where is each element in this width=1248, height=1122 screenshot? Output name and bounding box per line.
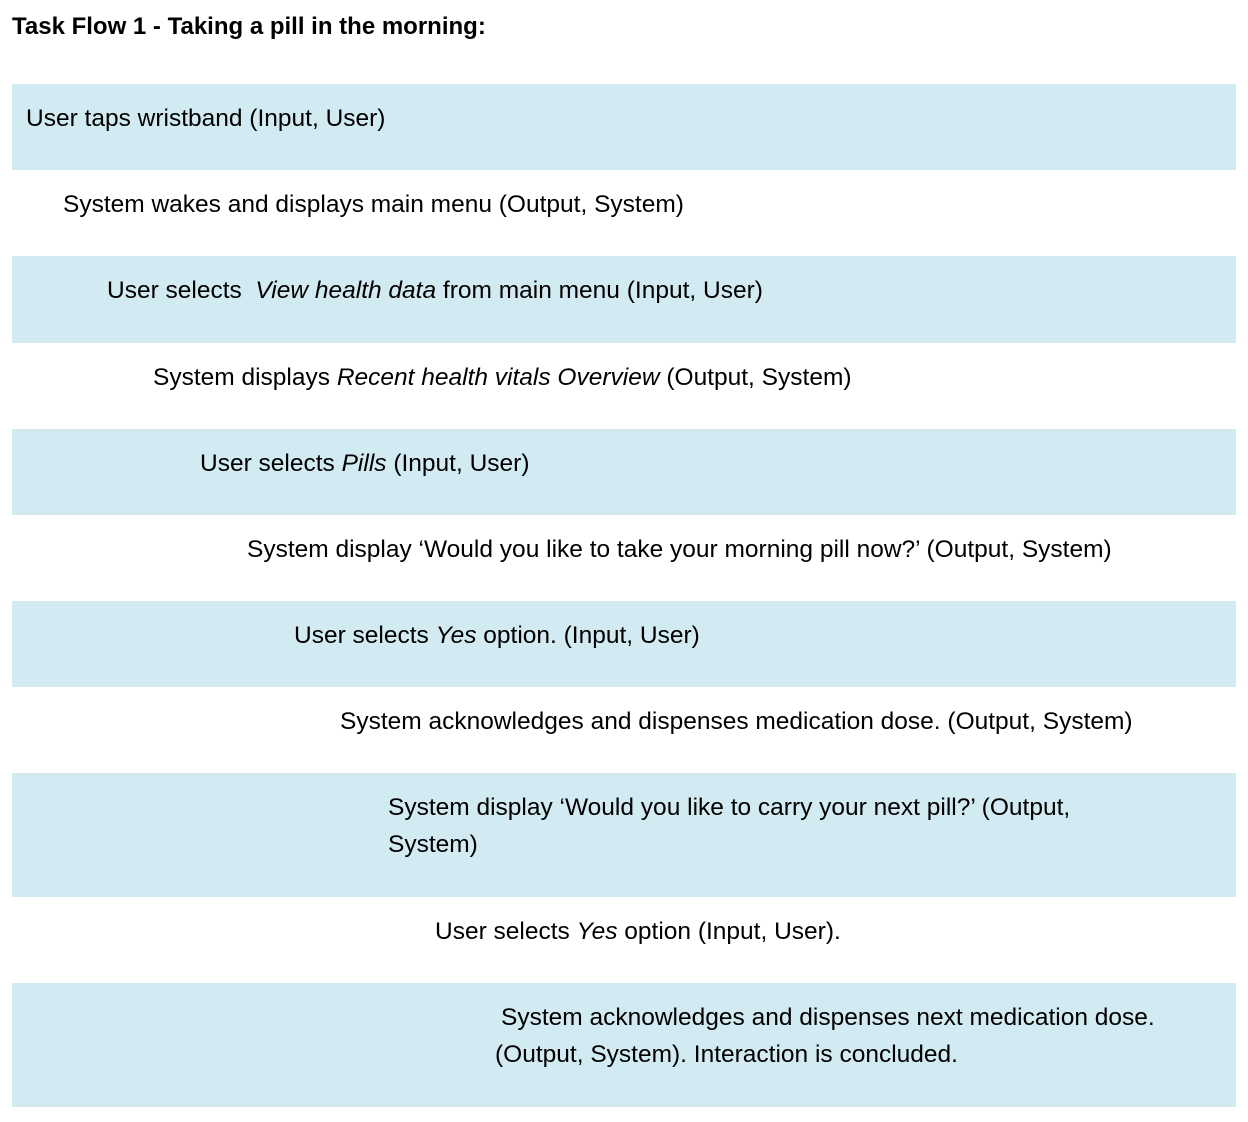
page-title: Task Flow 1 - Taking a pill in the morning: — [12, 13, 486, 40]
step-text — [340, 703, 1133, 740]
flow-step-3 — [12, 256, 1236, 343]
step-text-part: User selects — [200, 450, 342, 477]
step-text-part: System display ‘Would you like to take your morning pill now?’ (Output, System) — [247, 536, 1112, 563]
flow-step-6 — [12, 515, 1236, 601]
step-text-line: System display ‘Would you like to carry your next pill?’ (Output, — [388, 794, 1071, 821]
step-text — [388, 789, 1070, 863]
step-text — [26, 100, 385, 137]
step-text-part: System wakes and displays main menu (Output, System) — [63, 191, 684, 218]
flow-step-8 — [12, 687, 1236, 773]
step-text-part: from main menu (Input, User) — [436, 277, 763, 304]
step-emphasis: Pills — [341, 450, 387, 477]
flow-step-5 — [12, 429, 1236, 515]
flow-step-9 — [12, 773, 1236, 897]
step-text-part: option (Input, User). — [617, 918, 841, 945]
step-text — [63, 186, 684, 223]
step-text-part: User taps wristband (Input, User) — [26, 105, 386, 132]
step-text — [200, 445, 529, 482]
step-emphasis: View health data — [255, 277, 437, 304]
step-text — [153, 359, 852, 396]
step-text — [435, 913, 841, 950]
flow-step-10 — [12, 897, 1236, 983]
task-flow-list — [12, 84, 1236, 1107]
step-emphasis: Recent health vitals Overview — [336, 364, 660, 391]
step-text-line: System acknowledges and dispenses next medication dose. — [501, 1004, 1155, 1031]
step-text-part: option. (Input, User) — [476, 622, 700, 649]
flow-step-1 — [12, 84, 1236, 170]
flow-step-4 — [12, 343, 1236, 429]
flow-step-7 — [12, 601, 1236, 687]
step-emphasis: Yes — [576, 918, 618, 945]
step-text — [107, 272, 763, 309]
step-text — [247, 531, 1112, 568]
step-emphasis: Yes — [435, 622, 477, 649]
step-text-part: (Output, System) — [659, 364, 852, 391]
step-text-part: User selects — [294, 622, 436, 649]
flow-step-2 — [12, 170, 1236, 256]
step-text-line: System) — [388, 831, 478, 858]
step-text-part: User selects — [107, 277, 256, 304]
step-text-part: User selects — [435, 918, 577, 945]
step-text-part: (Input, User) — [386, 450, 530, 477]
step-text-part: System displays — [153, 364, 337, 391]
step-text — [294, 617, 700, 654]
flow-step-11 — [12, 983, 1236, 1107]
step-text-part: System acknowledges and dispenses medication dose. (Output, System) — [340, 708, 1133, 735]
step-text — [495, 999, 1155, 1073]
step-text-line: (Output, System). Interaction is concluded. — [495, 1041, 958, 1068]
